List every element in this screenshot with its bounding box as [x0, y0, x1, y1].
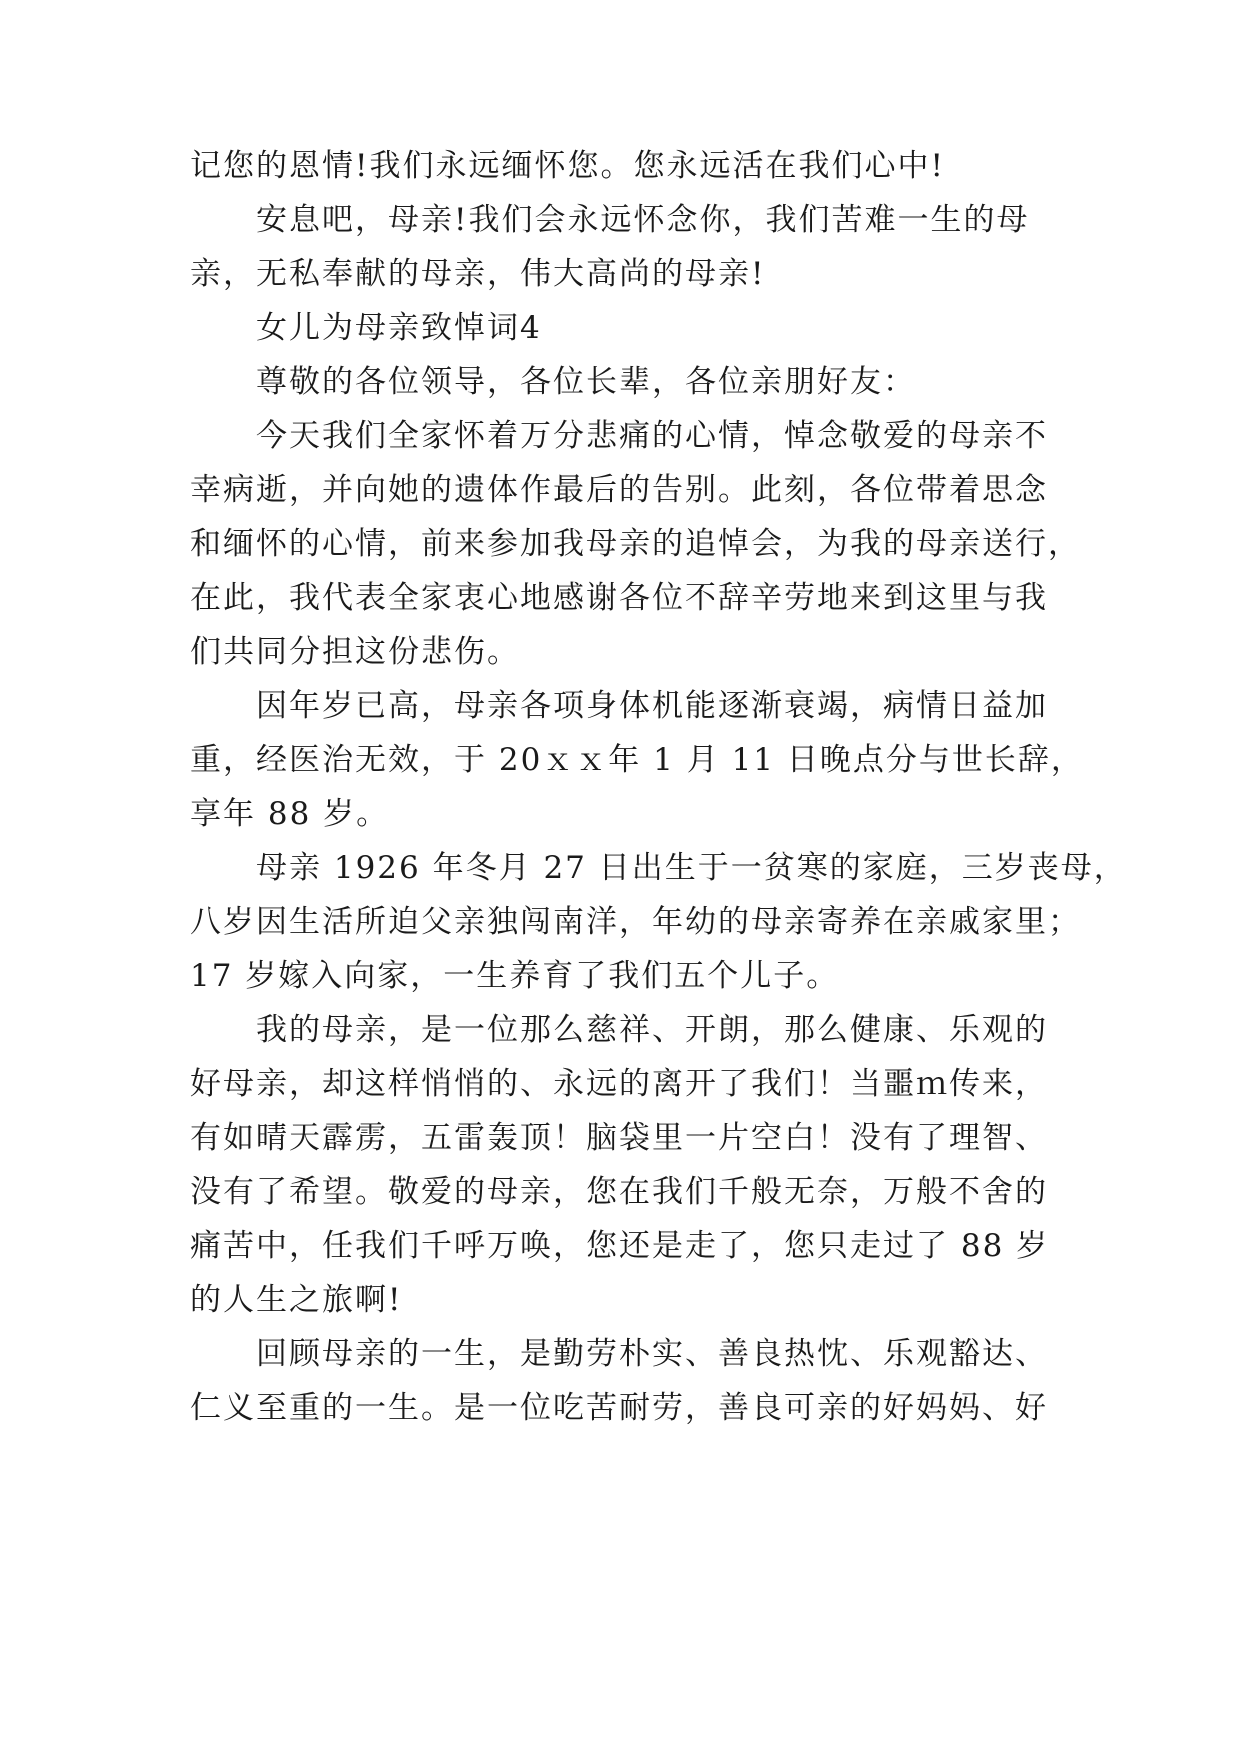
text-line: 们共同分担这份悲伤。 — [190, 634, 520, 670]
text-line: 母亲 1926 年冬月 27 日出生于一贫寒的家庭，三岁丧母， — [256, 850, 1127, 886]
section-heading: 女儿为母亲致悼词4 — [256, 310, 542, 346]
text-line: 有如晴天霹雳，五雷轰顶！脑袋里一片空白！没有了理智、 — [190, 1120, 1048, 1156]
text-line: 重，经医治无效，于 20ｘｘ年 1 月 11 日晚点分与世长辞， — [190, 742, 1084, 778]
text-line: 享年 88 岁。 — [190, 796, 390, 832]
text-line: 亲，无私奉献的母亲，伟大高尚的母亲! — [190, 256, 766, 292]
text-line: 和缅怀的心情，前来参加我母亲的追悼会，为我的母亲送行， — [190, 526, 1081, 562]
text-line: 今天我们全家怀着万分悲痛的心情，悼念敬爱的母亲不 — [256, 418, 1048, 454]
text-line: 在此，我代表全家衷心地感谢各位不辞辛劳地来到这里与我 — [190, 580, 1048, 616]
text-line: 我的母亲，是一位那么慈祥、开朗，那么健康、乐观的 — [256, 1012, 1048, 1048]
text-line: 的人生之旅啊! — [190, 1282, 403, 1318]
text-line: 痛苦中，任我们千呼万唤，您还是走了，您只走过了 88 岁 — [190, 1228, 1050, 1264]
text-line: 八岁因生活所迫父亲独闯南洋，年幼的母亲寄养在亲戚家里； — [190, 904, 1081, 940]
text-line: 没有了希望。敬爱的母亲，您在我们千般无奈，万般不舍的 — [190, 1174, 1048, 1210]
salutation: 尊敬的各位领导，各位长辈，各位亲朋好友： — [256, 364, 916, 400]
text-line: 好母亲，却这样悄悄的、永远的离开了我们！当噩ｍ传来， — [190, 1066, 1048, 1102]
text-line: 17 岁嫁入向家，一生养育了我们五个儿子。 — [190, 958, 840, 994]
text-line: 回顾母亲的一生，是勤劳朴实、善良热忱、乐观豁达、 — [256, 1336, 1048, 1372]
text-line: 仁义至重的一生。是一位吃苦耐劳，善良可亲的好妈妈、好 — [190, 1390, 1048, 1426]
text-line: 幸病逝，并向她的遗体作最后的告别。此刻，各位带着思念 — [190, 472, 1048, 508]
text-line: 记您的恩情!我们永远缅怀您。您永远活在我们心中! — [190, 148, 945, 184]
text-line: 因年岁已高，母亲各项身体机能逐渐衰竭，病情日益加 — [256, 688, 1048, 724]
text-line: 安息吧，母亲!我们会永远怀念你，我们苦难一生的母 — [256, 202, 1030, 238]
